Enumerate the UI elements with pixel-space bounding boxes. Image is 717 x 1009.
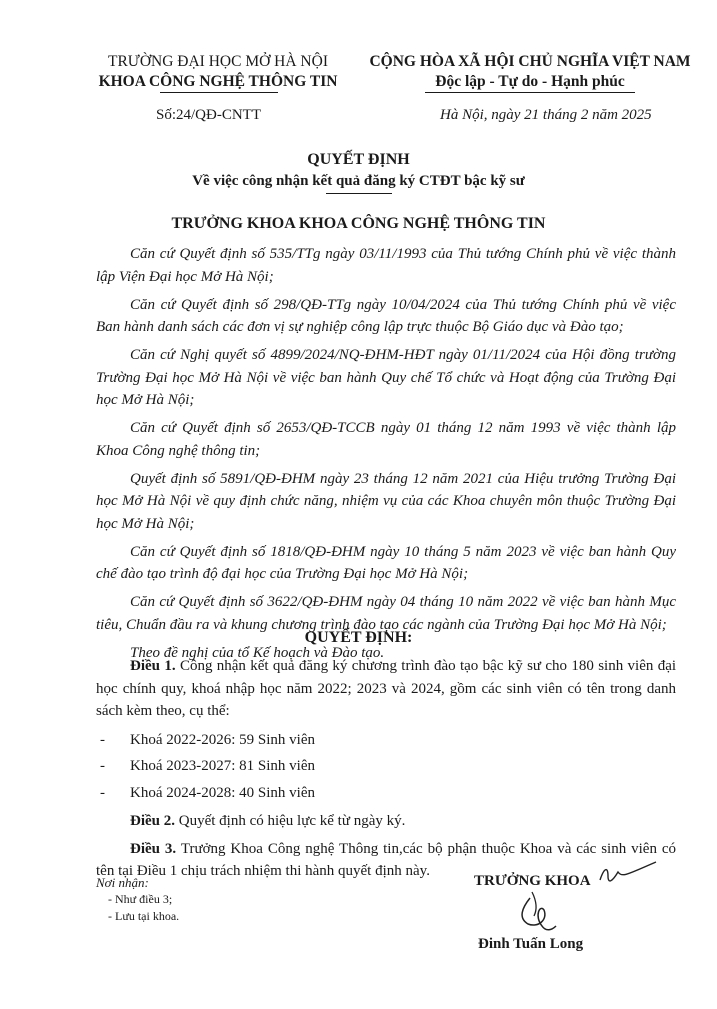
signer-name: Đinh Tuấn Long bbox=[478, 936, 584, 952]
basis-item: Căn cứ Quyết định số 535/TTg ngày 03/11/1993 của Thủ tướng Chính phủ về việc thành lập Viện Đại học Mở Hà Nội; bbox=[96, 246, 676, 285]
document-title: QUYẾT ĐỊNH bbox=[307, 151, 410, 168]
article-label: Điều 2. bbox=[130, 813, 175, 829]
basis-item: Căn cứ Quyết định số 298/QĐ-TTg ngày 10/04/2024 của Thủ tướng Chính phủ về việc Ban hành danh sách các đơn vị sự nghiệp công lập trực thuộc Bộ Giáo dục và Đào tạo; bbox=[96, 296, 676, 335]
article-2 bbox=[96, 810, 676, 833]
article-text: Quyết định có hiệu lực kể từ ngày ký. bbox=[178, 813, 406, 829]
document-subject: Về việc công nhận kết quả đăng ký CTĐT bậc kỹ sư bbox=[192, 173, 525, 189]
recipients-label: Nơi nhận: bbox=[96, 875, 149, 890]
basis-item: Căn cứ Quyết định số 1818/QĐ-ĐHM ngày 10 tháng 5 năm 2023 về việc ban hành Quy chế đào tạo trình độ đại học của Trường Đại học Mở Hà Nội; bbox=[96, 543, 676, 582]
issue-date: Hà Nội, ngày 21 tháng 2 năm 2025 bbox=[440, 107, 652, 123]
decision-articles bbox=[96, 655, 676, 888]
signer-title: TRƯỞNG KHOA bbox=[474, 873, 591, 889]
article-text: Công nhận kết quả đăng ký chương trình đào tạo bậc kỹ sư cho 180 sinh viên đại học chính quy, khoá nhập học năm 2022; 2023 và 2024, gồm các sinh viên có tên trong danh sách kèm theo, cụ thể: bbox=[96, 658, 677, 719]
basis-item: Quyết định số 5891/QĐ-ĐHM ngày 23 tháng 12 năm 2021 của Hiệu trưởng Trường Đại học Mở Hà Nội về quy định chức năng, nhiệm vụ của các Khoa chuyên môn thuộc Trường Đại học Mở Hà Nội; bbox=[96, 470, 676, 532]
article-1 bbox=[96, 655, 676, 723]
basis-item: Căn cứ Quyết định số 2653/QĐ-TCCB ngày 01 tháng 12 năm 1993 về việc thành lập Khoa Công nghệ thông tin; bbox=[96, 420, 676, 459]
document-number: Số:24/QĐ-CNTT bbox=[156, 107, 261, 123]
cohort-list bbox=[96, 729, 676, 805]
list-item: - Khoá 2024-2028: 40 Sinh viên bbox=[96, 782, 676, 805]
faculty-underline bbox=[160, 92, 278, 93]
motto: Độc lập - Tự do - Hạnh phúc bbox=[435, 73, 625, 90]
issuing-organization bbox=[88, 52, 348, 92]
basis-item: Căn cứ Quyết định số 3622/QĐ-ĐHM ngày 04 tháng 10 năm 2022 về việc ban hành Mục tiêu, Chuẩn đầu ra và khung chương trình đào tạo các ngành của Trường Đại học Mở Hà Nội; bbox=[96, 594, 676, 633]
nation-name: CỘNG HÒA XÃ HỘI CHỦ NGHĨA VIỆT NAM bbox=[369, 53, 691, 70]
decision-heading: QUYẾT ĐỊNH: bbox=[304, 629, 413, 646]
article-label: Điều 3. bbox=[130, 840, 177, 857]
national-motto bbox=[360, 52, 700, 92]
faculty-name: KHOA CÔNG NGHỆ THÔNG TIN bbox=[98, 73, 338, 90]
legal-basis bbox=[96, 243, 676, 670]
basis-item: Căn cứ Nghị quyết số 4899/2024/NQ-ĐHM-HĐT ngày 01/11/2024 của Hội đồng trường Trường Đại học Mở Hà Nội về việc ban hành Quy chế Tổ chức và Hoạt động của Trường Đại học Mở Hà Nội; bbox=[96, 347, 676, 408]
list-item: - Như điều 3; bbox=[108, 892, 173, 906]
motto-underline bbox=[425, 92, 635, 93]
article-label: Điều 1. bbox=[130, 658, 176, 674]
article-text: Trưởng Khoa Công nghệ Thông tin,các bộ phận thuộc Khoa và các sinh viên có tên tại Điều 1 chịu trách nhiệm thi hành quyết định này. bbox=[96, 840, 677, 879]
university-name: TRƯỜNG ĐẠI HỌC MỞ HÀ NỘI bbox=[108, 53, 328, 70]
recipients bbox=[96, 874, 179, 925]
subject-underline bbox=[326, 193, 392, 194]
issuing-authority: TRƯỞNG KHOA KHOA CÔNG NGHỆ THÔNG TIN bbox=[171, 215, 546, 232]
list-item: - Khoá 2023-2027: 81 Sinh viên bbox=[96, 755, 676, 778]
handwritten-signature bbox=[508, 858, 658, 938]
list-item: - Khoá 2022-2026: 59 Sinh viên bbox=[96, 729, 676, 752]
basis-item: Theo đề nghị của tổ Kế hoạch và Đào tạo. bbox=[130, 644, 385, 661]
list-item: - Lưu tại khoa. bbox=[108, 909, 180, 923]
